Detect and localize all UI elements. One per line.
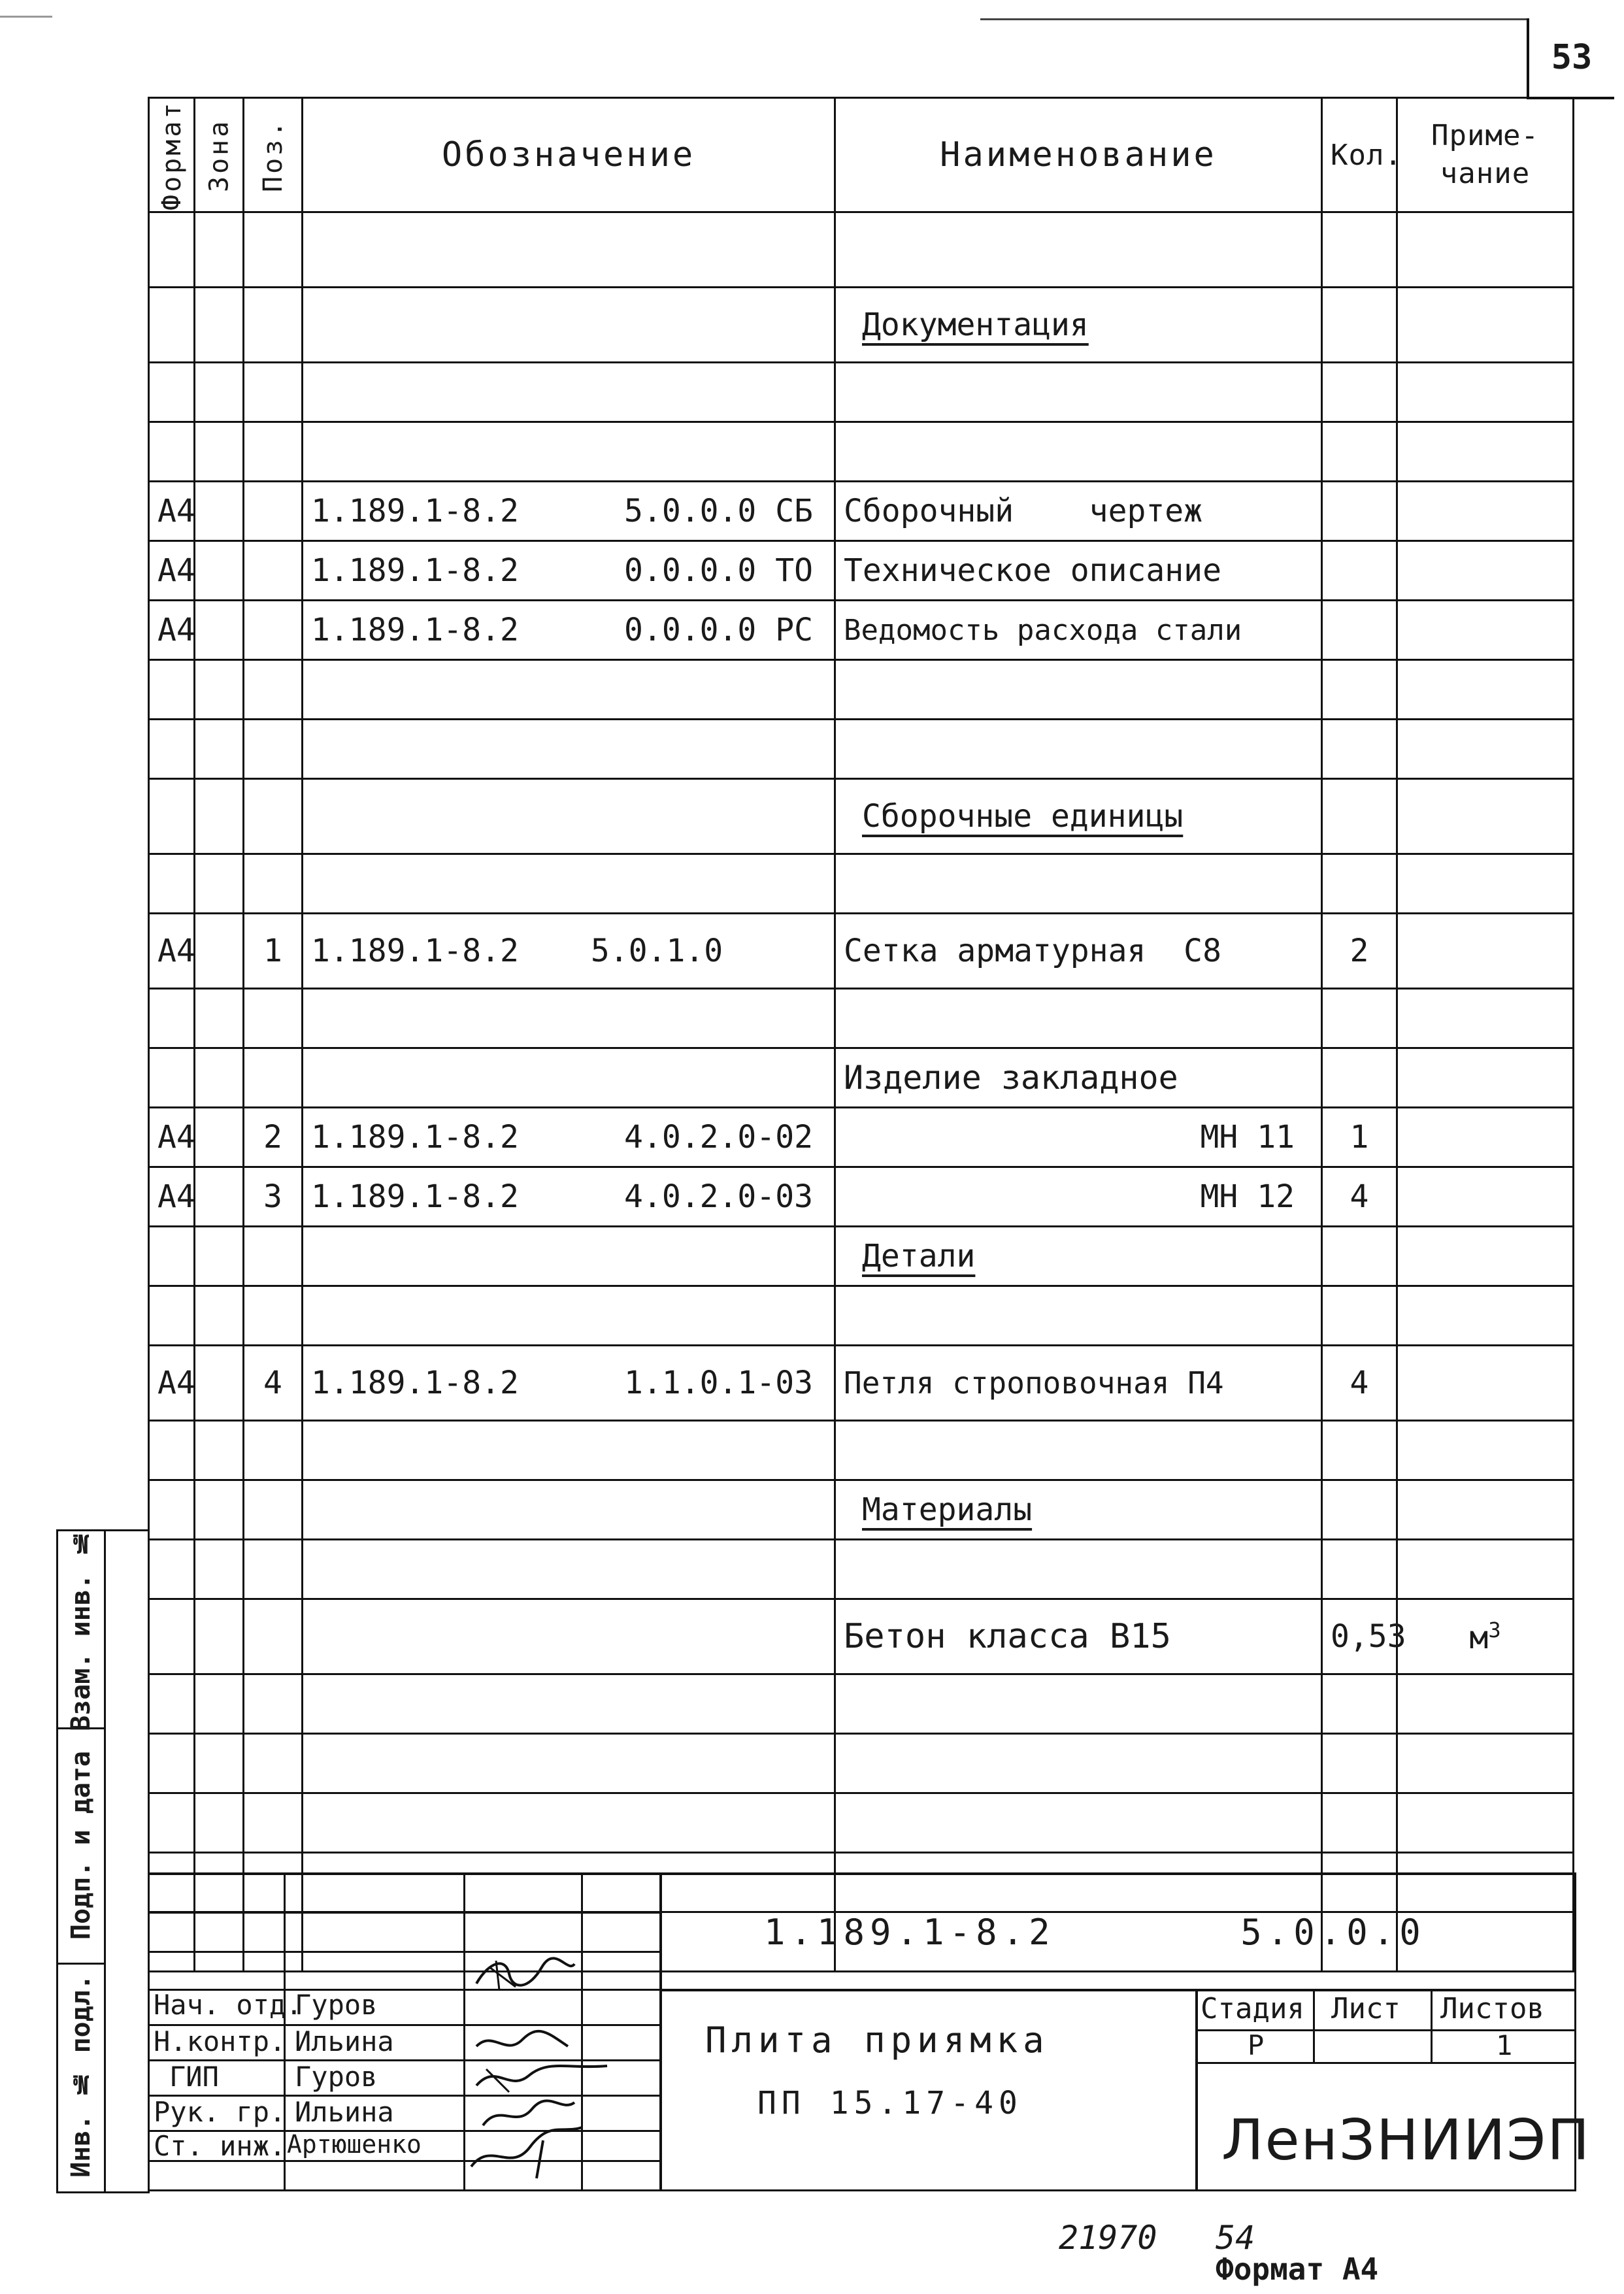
- designation-suffix: 4.0.2.0-02: [624, 1119, 813, 1155]
- row-note: [1397, 1346, 1574, 1421]
- table-row: [149, 1674, 1574, 1734]
- table-row: [149, 660, 1574, 720]
- row-designation: [303, 601, 835, 660]
- section-embedded: Изделие закладное: [835, 1048, 1322, 1108]
- table-row: [149, 422, 1574, 482]
- role-label: Нач. отд.: [154, 1989, 303, 2021]
- table-row: [149, 482, 1574, 541]
- designation-suffix: 4.0.2.0-03: [624, 1178, 813, 1215]
- product-mark: ПП 15.17-40: [757, 2085, 1023, 2121]
- role-name: Гуров: [295, 2061, 378, 2093]
- row-format: А4: [149, 541, 195, 601]
- binding-inv-original: [58, 1963, 104, 2189]
- table-row: [149, 363, 1574, 422]
- table-row: [149, 1734, 1574, 1793]
- role-label: ГИП: [169, 2061, 219, 2093]
- table-row: [149, 541, 1574, 601]
- row-designation: [303, 1108, 835, 1167]
- row-qty: [1322, 482, 1397, 541]
- tb-stage-left: [1195, 1989, 1198, 2189]
- stamp-number: 21970: [1059, 2219, 1157, 2257]
- sheet-label: Лист: [1331, 1992, 1400, 2025]
- designation-code: 1.189.1-8.2: [311, 493, 519, 529]
- role-label: Ст. инж.: [154, 2130, 286, 2162]
- designation-code: 1.189.1-8.2: [311, 933, 519, 969]
- table-row: [149, 854, 1574, 914]
- sheet-number: 53: [1527, 18, 1614, 99]
- stage-label: Стадия: [1201, 1992, 1304, 2025]
- row-pos: 2: [244, 1108, 303, 1167]
- table-row: [149, 1108, 1574, 1167]
- organization-name: ЛенЗНИИЭП: [1221, 2108, 1591, 2173]
- signature-1: [470, 1954, 581, 1993]
- role-name: Ильина: [295, 2096, 394, 2128]
- section-details: Детали: [835, 1227, 1322, 1286]
- row-format: А4: [149, 1167, 195, 1227]
- designation-code: 1.189.1-8.2: [311, 612, 519, 648]
- header-note: [1397, 98, 1574, 212]
- table-row: [149, 212, 1574, 288]
- row-format: А4: [149, 914, 195, 989]
- table-row: [149, 720, 1574, 779]
- role-label: Рук. гр.: [154, 2096, 286, 2128]
- row-format: А4: [149, 1108, 195, 1167]
- section-assemblies: Сборочные единицы: [835, 779, 1322, 854]
- row-qty: 4: [1322, 1346, 1397, 1421]
- role-name: Ильина: [295, 2025, 394, 2057]
- row-note: [1397, 482, 1574, 541]
- table-row: [149, 288, 1574, 363]
- binding-inv-replace-label: Взам. инв. №: [66, 1527, 96, 1731]
- designation-suffix: 0.0.0.0 ТО: [624, 552, 813, 589]
- row-format: А4: [149, 1346, 195, 1421]
- top-rule-left: [0, 16, 52, 18]
- row-pos: 1: [244, 914, 303, 989]
- table-row: [149, 914, 1574, 989]
- role-name: Гуров: [295, 1989, 378, 2021]
- row-pos: [244, 482, 303, 541]
- table-row: [149, 989, 1574, 1048]
- designation-code: 1.189.1-8.2: [311, 552, 519, 589]
- row-designation: [303, 482, 835, 541]
- signature-2: [470, 2027, 581, 2059]
- top-rule-right: [980, 18, 1527, 20]
- row-pos: [244, 541, 303, 601]
- header-name: Наименование: [835, 98, 1322, 212]
- table-row: [149, 1227, 1574, 1286]
- header-note-line2: чание: [1440, 157, 1531, 190]
- row-name: Сетка арматурная С8: [835, 914, 1322, 989]
- row-qty: 2: [1322, 914, 1397, 989]
- stage-value: Р: [1248, 2029, 1265, 2061]
- unit-exponent: 3: [1488, 1617, 1501, 1642]
- tb-stage-h2: [1195, 2062, 1574, 2064]
- row-note: [1397, 1167, 1574, 1227]
- designation-code: 1.189.1-8.2: [311, 1178, 519, 1215]
- table-row: [149, 779, 1574, 854]
- designation-code: 1.189.1-8.2: [311, 1119, 519, 1155]
- row-name: Петля строповочная П4: [835, 1346, 1322, 1421]
- designation-suffix: 5.0.1.0: [590, 933, 723, 969]
- binding-sign-date-label: Подп. и дата: [66, 1750, 96, 1940]
- tb-v4: [659, 1872, 662, 2189]
- row-format: А4: [149, 601, 195, 660]
- designation-suffix: 0.0.0.0 РС: [624, 612, 813, 648]
- row-name: МН 11: [835, 1108, 1322, 1167]
- row-name: Сборочный чертеж: [835, 482, 1322, 541]
- header-pos: Поз.: [244, 98, 303, 212]
- section-materials: Материалы: [835, 1480, 1322, 1540]
- table-row: [149, 1346, 1574, 1421]
- row-note: [1397, 541, 1574, 601]
- signature-5: [465, 2121, 589, 2180]
- row-designation: [303, 1167, 835, 1227]
- row-format: А4: [149, 482, 195, 541]
- row-name: МН 12: [835, 1167, 1322, 1227]
- row-qty: 4: [1322, 1167, 1397, 1227]
- binding-inv-replace: [58, 1527, 104, 1731]
- row-name: Ведомость расхода стали: [835, 601, 1322, 660]
- designation-suffix: 1.1.0.1-03: [624, 1365, 813, 1401]
- table-row: [149, 1480, 1574, 1540]
- row-note: [1397, 1599, 1574, 1674]
- row-qty: 1: [1322, 1108, 1397, 1167]
- row-name: Техническое описание: [835, 541, 1322, 601]
- table-row: [149, 1599, 1574, 1674]
- unit: м: [1469, 1619, 1489, 1656]
- binding-fill-column: [104, 1531, 152, 2191]
- tb-h2: [150, 1951, 659, 1953]
- format-note: Формат А4: [1216, 2252, 1379, 2287]
- designation-suffix: 5.0.0.0 СБ: [624, 493, 813, 529]
- tb-stage-v2: [1431, 1989, 1433, 2062]
- table-row: [149, 1540, 1574, 1599]
- section-documentation: Документация: [835, 288, 1322, 363]
- header-designation: Обозначение: [303, 98, 835, 212]
- row-pos: [244, 601, 303, 660]
- document-code: 1.189.1-8.2 5.0.0.0: [764, 1912, 1426, 1953]
- binding-strip: [56, 1529, 150, 2193]
- binding-inv-original-label: Инв. № подл.: [66, 1974, 96, 2178]
- binding-sign-date: [58, 1727, 104, 1965]
- signature-3: [470, 2059, 614, 2099]
- row-qty: [1322, 601, 1397, 660]
- row-qty: 0,53: [1322, 1599, 1397, 1674]
- tb-stage-v1: [1313, 1989, 1315, 2062]
- row-note: [1397, 1108, 1574, 1167]
- specification-table: [148, 97, 1574, 1972]
- sheets-value: 1: [1496, 2029, 1513, 2061]
- sheets-label: Листов: [1440, 1992, 1544, 2025]
- row-pos: 4: [244, 1346, 303, 1421]
- header-qty: Кол.: [1322, 98, 1397, 212]
- row-designation: [303, 914, 835, 989]
- row-designation: [303, 541, 835, 601]
- tb-top: [150, 1872, 1574, 1875]
- row-note: [1397, 914, 1574, 989]
- header-row: [149, 98, 1574, 212]
- table-row: [149, 1286, 1574, 1346]
- table-row: [149, 601, 1574, 660]
- row-name: Бетон класса В15: [835, 1599, 1322, 1674]
- product-name: Плита приямка: [705, 2020, 1050, 2061]
- table-row: [149, 1421, 1574, 1480]
- role-label: Н.контр.: [154, 2025, 286, 2057]
- row-designation: [303, 1346, 835, 1421]
- tb-h1: [150, 1912, 659, 1914]
- title-block: [148, 1872, 1591, 2191]
- table-row: [149, 1048, 1574, 1108]
- row-note: [1397, 601, 1574, 660]
- designation-code: 1.189.1-8.2: [311, 1365, 519, 1401]
- row-pos: 3: [244, 1167, 303, 1227]
- role-name: Артюшенко: [287, 2130, 422, 2159]
- header-zone: Зона: [195, 98, 244, 212]
- header-format: Формат: [149, 98, 195, 212]
- page-note: 54: [1216, 2219, 1255, 2257]
- table-row: [149, 1793, 1574, 1853]
- row-qty: [1322, 541, 1397, 601]
- tb-code-sep: [659, 1989, 1574, 1991]
- header-note-line1: Приме-: [1431, 119, 1539, 152]
- table-row: [149, 1167, 1574, 1227]
